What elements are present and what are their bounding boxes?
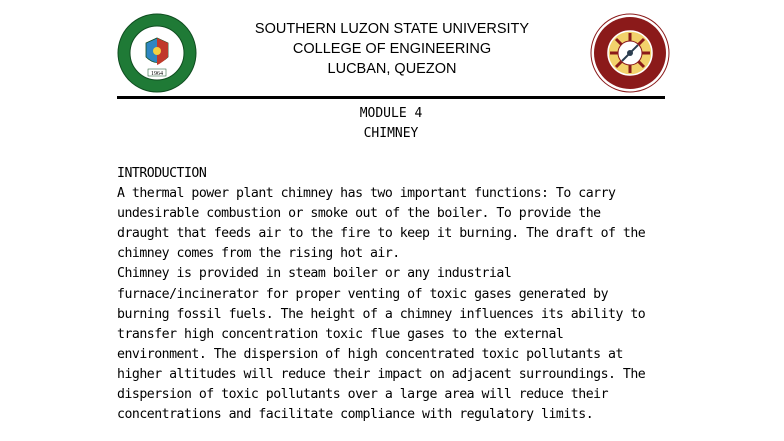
header-divider (117, 96, 665, 99)
document-body (117, 164, 677, 425)
paragraph-line: transfer high concentration toxic flue gases to the external (117, 326, 564, 342)
module-title: CHIMNEY (363, 126, 419, 141)
slsu-seal-logo (117, 13, 197, 93)
paragraph-line: Chimney is provided in steam boiler or any industrial (117, 266, 512, 282)
paragraph-line: A thermal power plant chimney has two important functions: To carry (117, 186, 616, 202)
paragraph-line: concentrations and facilitate compliance with regulatory limits. (117, 407, 594, 423)
institution-header (200, 19, 584, 79)
college-of-engineering-seal-logo (590, 13, 670, 93)
paragraph-line: environment. The dispersion of high concentrated toxic pollutants at (117, 346, 623, 362)
module-heading (117, 104, 665, 144)
paragraph-line: furnace/incinerator for proper venting of toxic gases generated by (117, 286, 609, 302)
section-heading: INTRODUCTION (117, 166, 207, 181)
paragraph-line: dispersion of toxic pollutants over a large area will reduce their (117, 387, 609, 403)
paragraph-line: higher altitudes will reduce their impact on adjacent surroundings. The (117, 366, 646, 382)
paragraph-line: draught that feeds air to the fire to keep it burning. The draft of the (117, 226, 646, 242)
svg-text:1964: 1964 (151, 71, 163, 77)
paragraph-line: burning fossil fuels. The height of a chimney influences its ability to (117, 306, 646, 322)
module-number: MODULE 4 (359, 106, 423, 121)
college-name: COLLEGE OF ENGINEERING (292, 41, 492, 57)
paragraph-line: undesirable combustion or smoke out of the boiler. To provide the (117, 206, 601, 222)
location: LUCBAN, QUEZON (327, 61, 457, 77)
paragraph-line: chimney comes from the rising hot air. (117, 246, 400, 262)
university-name: SOUTHERN LUZON STATE UNIVERSITY (254, 21, 530, 37)
